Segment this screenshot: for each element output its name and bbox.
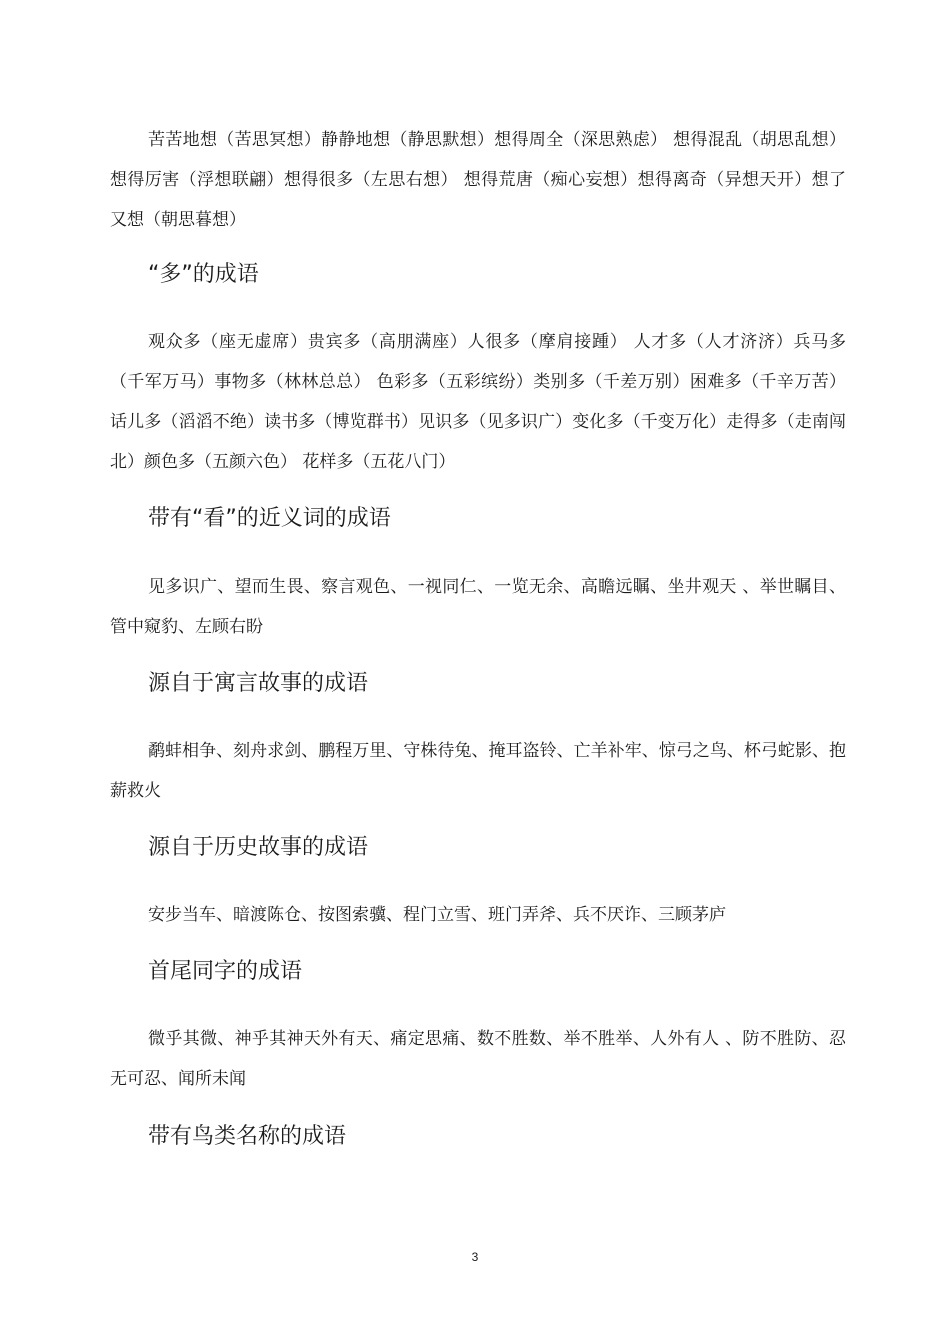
page-number: 3 — [471, 1250, 479, 1264]
heading-duo: “多”的成语 — [148, 262, 259, 287]
paragraph-history: 安步当车、暗渡陈仓、按图索骥、程门立雪、班门弄斧、兵不厌诈、三顾茅庐 — [148, 905, 726, 925]
heading-same-char: 首尾同字的成语 — [148, 959, 303, 984]
paragraph-kan: 见多识广、望而生畏、察言观色、一视同仁、一览无余、高瞻远瞩、坐井观天 、举世瞩目、管中窥豹、左顾右盼 — [110, 577, 846, 637]
paragraph-same-char: 微乎其微、神乎其神天外有天、痛定思痛、数不胜数、举不胜举、人外有人 、防不胜防、忍无可忍、闻所未闻 — [110, 1029, 846, 1089]
paragraph-think: 苦苦地想（苦思冥想）静静地想（静思默想）想得周全（深思熟虑） 想得混乱（胡思乱想）想得厉害（浮想联翩）想得很多（左思右想） 想得荒唐（痴心妄想）想得离奇（异想天开）想了又想（朝思暮想） — [110, 130, 846, 230]
heading-fable: 源自于寓言故事的成语 — [148, 671, 369, 696]
heading-kan: 带有“看”的近义词的成语 — [148, 506, 391, 531]
paragraph-fable: 鹬蚌相争、刻舟求剑、鹏程万里、守株待兔、掩耳盗铃、亡羊补牢、惊弓之鸟、杯弓蛇影、抱薪救火 — [110, 741, 846, 801]
heading-history: 源自于历史故事的成语 — [148, 835, 369, 860]
paragraph-duo: 观众多（座无虚席）贵宾多（高朋满座）人很多（摩肩接踵） 人才多（人才济济）兵马多（千军万马）事物多（林林总总） 色彩多（五彩缤纷）类别多（千差万别）困难多（千辛万苦） 话儿多（滔滔不绝）读书多（博览群书）见识多（见多识广）变化多（千变万化）走得多（走南闯北）颜色多（五颜六色） 花样多（五花八门） — [110, 332, 846, 472]
heading-birds: 带有鸟类名称的成语 — [148, 1124, 347, 1149]
